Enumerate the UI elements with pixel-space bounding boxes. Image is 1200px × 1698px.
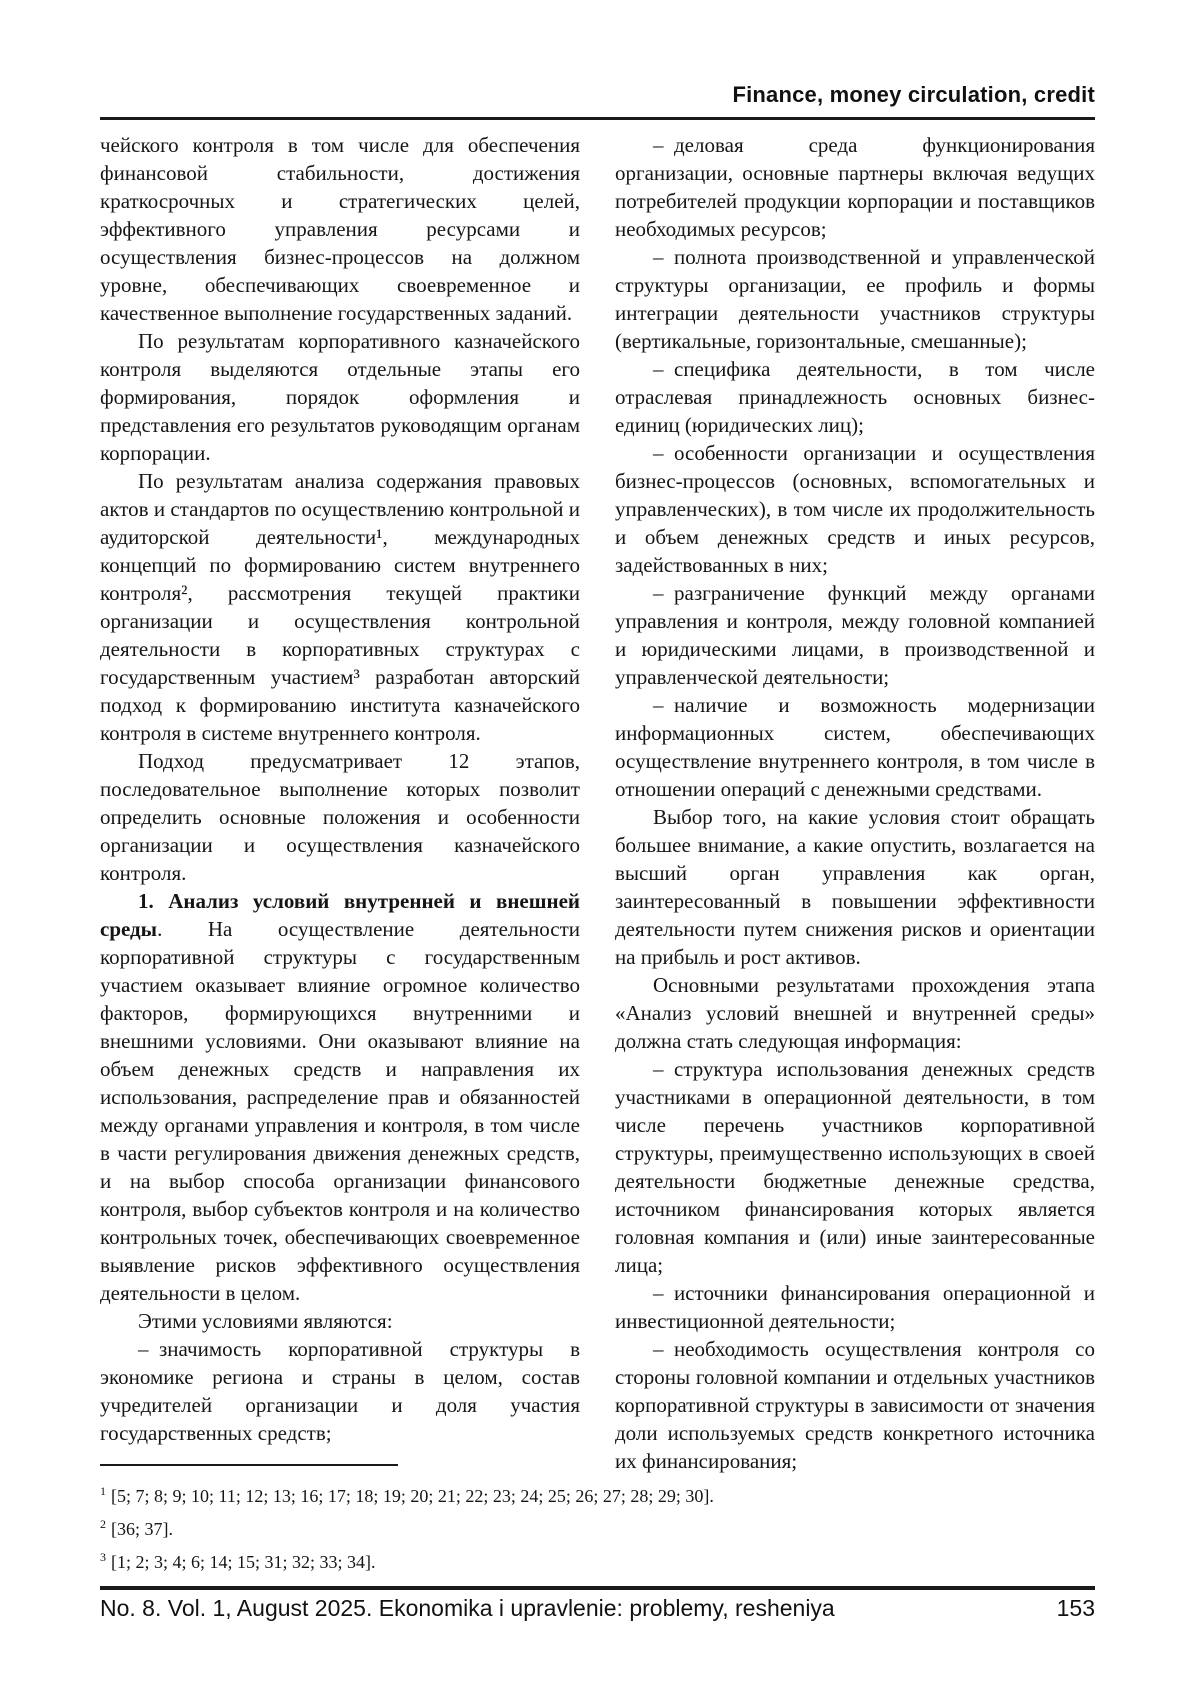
footnotes-section <box>100 1464 1095 1576</box>
list-item: – разграничение функций между органами управления и контроля, между головной компанией и юридическими лицами, в производственной и управленческой деятельности; <box>615 581 1095 689</box>
paragraph: Этими условиями являются: <box>138 1309 393 1333</box>
section-heading-paragraph <box>100 887 580 1307</box>
page-number: 153 <box>1056 1595 1095 1621</box>
footnote-rule <box>100 1464 398 1466</box>
paragraph: По результатам корпоративного казначейского контроля выделяются отдельные этапы его формирования, порядок оформления и представления его результатов руководящим органам корпорации. <box>100 329 580 465</box>
footnote-text: [36; 37]. <box>111 1519 173 1539</box>
footnote-marker: 3 <box>100 1550 106 1564</box>
list-item: – источники финансирования операционной и инвестиционной деятельности; <box>615 1281 1095 1333</box>
right-column <box>615 131 1095 1475</box>
footnote <box>100 1543 1095 1576</box>
paragraph: Подход предусматривает 12 этапов, последовательное выполнение которых позволит определить основные положения и особенности организации и осуществления казначейского контроля. <box>100 749 580 885</box>
paragraph: чейского контроля в том числе для обеспечения финансовой стабильности, достижения краткосрочных и стратегических целей, эффективного управления ресурсами и осуществления бизнес-процессов на должном уровне, обеспечивающих своевременное и качественное выполнение государственных заданий. <box>100 133 580 325</box>
list-item: – полнота производственной и управленческой структуры организации, ее профиль и формы интеграции деятельности участников структуры (вертикальные, горизонтальные, смешанные); <box>615 245 1095 353</box>
footnote-text: [5; 7; 8; 9; 10; 11; 12; 13; 16; 17; 18; 19; 20; 21; 22; 23; 24; 25; 26; 27; 28; 29; 30]. <box>111 1486 714 1506</box>
footnote-text: [1; 2; 3; 4; 6; 14; 15; 31; 32; 33; 34]. <box>111 1552 376 1572</box>
footnote <box>100 1510 1095 1543</box>
paragraph: Основными результатами прохождения этапа «Анализ условий внешней и внутренней среды» должна стать следующая информация: <box>615 973 1095 1053</box>
footnote-marker: 1 <box>100 1484 106 1498</box>
left-column <box>100 131 580 1475</box>
paragraph-text: . На осуществление деятельности корпоративной структуры с государственным участием оказывает влияние огромное количество факторов, формирующихся внутренними и внешними условиями. Они оказывают влияние на объем денежных средств и направления их использования, распределение прав и обязанностей между органами управления и контроля, в том числе в части регулирования движения денежных средств, и на выбор способа организации финансового контроля, выбор субъектов контроля и на количество контрольных точек, обеспечивающих своевременное выявление рисков эффективного осуществления деятельности в целом. <box>100 917 580 1305</box>
list-item: – деловая среда функционирования организации, основные партнеры включая ведущих потребителей продукции корпорации и поставщиков необходимых ресурсов; <box>615 133 1095 241</box>
journal-issue-info: No. 8. Vol. 1, August 2025. Ekonomika i upravlenie: problemy, resheniya <box>100 1595 835 1621</box>
list-item: – наличие и возможность модернизации информационных систем, обеспечивающих осуществление внутреннего контроля, в том числе в отношении операций с денежными средствами. <box>615 693 1095 801</box>
article-body <box>100 131 1095 1475</box>
list-item: – специфика деятельности, в том числе отраслевая принадлежность основных бизнес-единиц (юридических лиц); <box>615 357 1095 437</box>
paragraph: По результатам анализа содержания правовых актов и стандартов по осуществлению контрольной и аудиторской деятельности¹, международных концепций по формированию систем внутреннего контроля², рассмотрения текущей практики организации и осуществления контрольной деятельности в корпоративных структурах с государственным участием³ разработан авторский подход к формированию института казначейского контроля в системе внутреннего контроля. <box>100 469 580 745</box>
footnote-marker: 2 <box>100 1517 106 1531</box>
running-head: Finance, money circulation, credit <box>732 82 1095 107</box>
footer-rule <box>100 1586 1095 1590</box>
list-item: – особенности организации и осуществления бизнес-процессов (основных, вспомогательных и управленческих), в том числе их продолжительность и объем денежных средств и иных ресурсов, задействованных в них; <box>615 441 1095 577</box>
list-item: – структура использования денежных средств участниками в операционной деятельности, в том числе перечень участников корпоративной структуры, преимущественно использующих в своей деятельности бюджетные денежные средства, источником финансирования которых является головная компания и (или) иные заинтересованные лица; <box>615 1057 1095 1277</box>
footnote <box>100 1477 1095 1510</box>
paragraph: Выбор того, на какие условия стоит обращать большее внимание, а какие опустить, возлагается на высший орган управления как орган, заинтересованный в повышении эффективности деятельности путем снижения рисков и ориентации на прибыль и рост активов. <box>615 805 1095 969</box>
page-footer <box>100 1595 1095 1622</box>
list-item: – значимость корпоративной структуры в экономике региона и страны в целом, состав учредителей организации и доля участия государственных средств; <box>100 1337 580 1445</box>
section-heading: 1. Анализ условий внутренней и внешней среды <box>100 889 580 941</box>
header-rule <box>100 117 1095 120</box>
list-item: – необходимость осуществления контроля со стороны головной компании и отдельных участников корпоративной структуры в зависимости от значения доли используемых средств конкретного источника их финансирования; <box>615 1337 1095 1473</box>
